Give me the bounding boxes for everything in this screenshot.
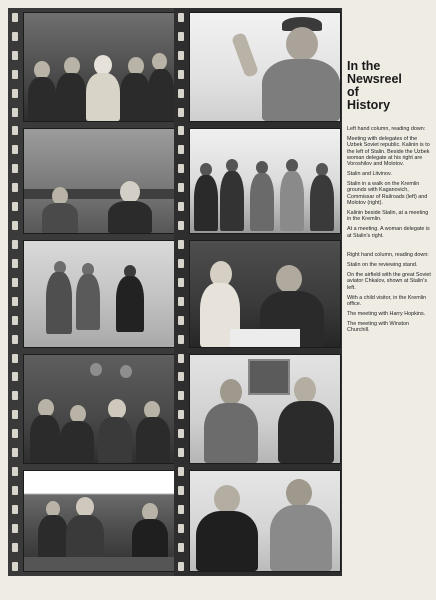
caption: Kalinin beside Stalin, at a meeting in the Kremlin. [347, 210, 429, 223]
caption: The meeting with Winston Churchill. [347, 320, 410, 334]
photo-kremlin-walk [23, 240, 175, 348]
photo-airfield-chkalov [189, 128, 341, 234]
title-line: Newsreel [347, 72, 402, 86]
caption: Stalin and Litvinov. [347, 171, 392, 178]
page-title [347, 60, 432, 112]
caption: Stalin on the reviewing stand. [347, 262, 418, 269]
photo-winston-churchill [189, 470, 341, 572]
title-line: of [347, 85, 359, 99]
photo-harry-hopkins [189, 354, 341, 464]
caption: On the airfield with the great Soviet aviator Chkalov, shown at Stalin's left. [347, 272, 431, 291]
captions-column [347, 126, 431, 337]
caption-heading-left: Left hand column, reading down: [347, 126, 426, 132]
photo-kalinin-meeting [23, 354, 175, 464]
photo-child-visitor [189, 240, 341, 348]
caption: Stalin in a walk on the Kremlin grounds with Kaganovich, Commissar of Railroads (left) and Molotov (right). [347, 181, 428, 207]
photo-meeting-delegate [23, 470, 175, 572]
caption: Meeting with delegates of the Uzbek Soviet republic. Kalinin is to the left of Stalin. Beside the Uzbek woman delegate at his right are Voroshilov and Molotov. [347, 135, 430, 168]
right-film-strip [174, 8, 342, 576]
caption-heading-right: Right hand column, reading down: [347, 252, 429, 259]
film-perforations [10, 8, 20, 576]
photo-uzbek-delegates [23, 12, 175, 122]
left-film-strip [8, 8, 196, 576]
title-line: History [347, 98, 391, 112]
title-line: In the [347, 59, 381, 73]
caption: At a meeting. A woman delegate is at Stalin's right. [347, 226, 430, 239]
caption: With a child visitor, in the Kremlin office. [347, 294, 427, 308]
film-perforations [176, 8, 186, 576]
photo-reviewing-stand [189, 12, 341, 122]
photo-stalin-litvinov [23, 128, 175, 234]
caption: The meeting with Harry Hopkins. [347, 310, 426, 317]
